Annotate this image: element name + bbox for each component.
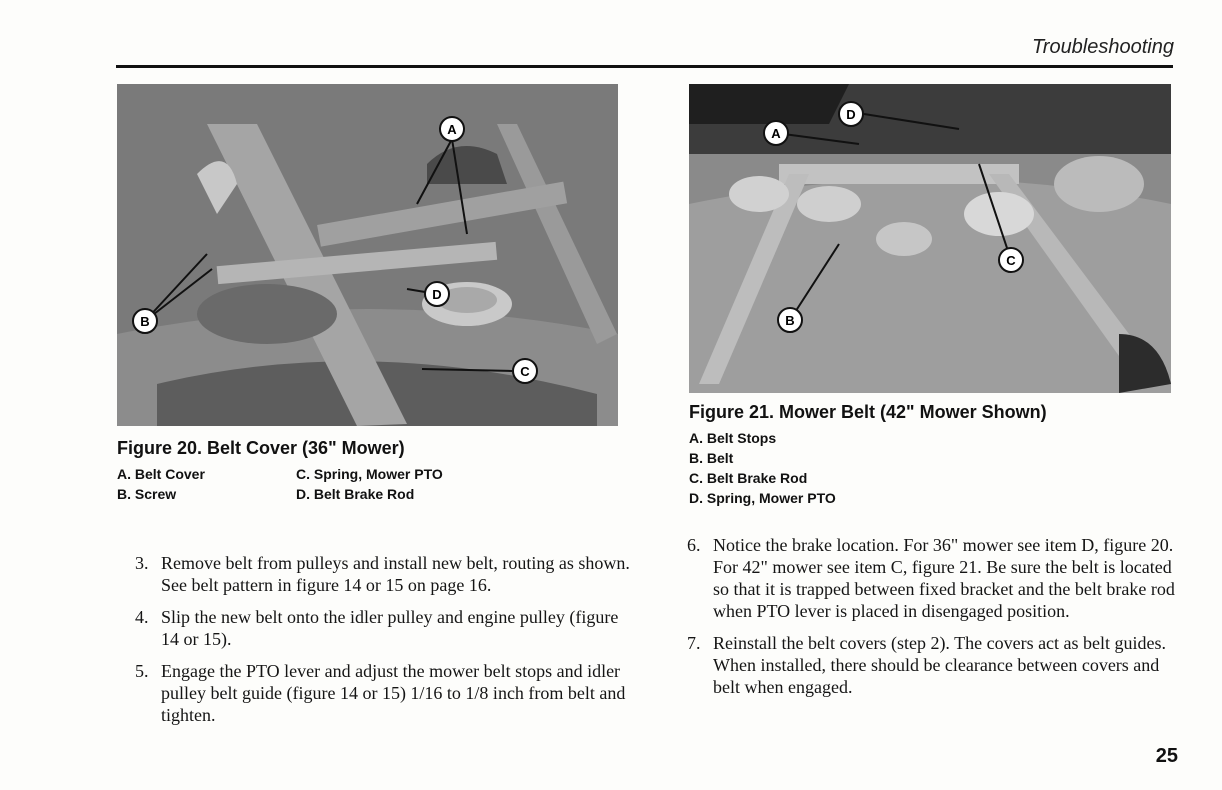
step-number: 3.: [135, 553, 149, 573]
figure-20-photo: [117, 84, 618, 426]
callout-d-marker: [839, 102, 863, 126]
step-text: Remove belt from pulleys and install new belt, routing as shown. See belt pattern in figure 14 or 15 on page 16.: [161, 553, 630, 595]
callout-d-marker: [425, 282, 449, 306]
figure-21-legend: [689, 428, 836, 508]
legend-item: B. Screw: [117, 486, 177, 502]
step-number: 7.: [687, 633, 701, 653]
legend-item: B. Belt: [689, 450, 734, 466]
steps-list-right: [687, 534, 1177, 708]
callout-c-marker: [513, 359, 537, 383]
step-number: 4.: [135, 607, 149, 627]
step-item: [135, 660, 635, 726]
page-number: 25: [1155, 745, 1178, 767]
step-text: Notice the brake location. For 36" mower see item D, figure 20. For 42" mower see item C, figure 21. Be sure the belt is located so that it is trapped between fixed bracket and the belt brake rod when PTO lever is placed in disengaged position.: [713, 535, 1175, 621]
callout-c-label: C: [520, 364, 530, 379]
steps-list-left: [135, 552, 635, 736]
figure-21-photo: [689, 84, 1171, 393]
step-number: 5.: [135, 661, 149, 681]
legend-item: C. Spring, Mower PTO: [296, 466, 443, 482]
callout-a-marker: [440, 117, 464, 141]
callout-a-marker: [764, 121, 788, 145]
callout-b-marker: [133, 309, 157, 333]
step-item: [135, 606, 635, 650]
callout-b-label: B: [785, 313, 795, 328]
step-text: Engage the PTO lever and adjust the mower belt stops and idler pulley belt guide (figure 14 or 15) 1/16 to 1/8 inch from belt and tighten.: [161, 661, 626, 725]
callout-b-marker: [778, 308, 802, 332]
callout-d-label: D: [432, 287, 442, 302]
header-rule: [116, 65, 1173, 68]
callout-c-marker: [999, 248, 1023, 272]
legend-item: D. Spring, Mower PTO: [689, 490, 836, 506]
step-item: [687, 534, 1177, 622]
figure-20-legend-right: [296, 464, 443, 504]
callout-d-label: D: [846, 107, 856, 122]
figure-20-title: Figure 20. Belt Cover (36" Mower): [117, 438, 405, 458]
step-number: 6.: [687, 535, 701, 555]
callout-b-label: B: [140, 314, 150, 329]
callout-a-label: A: [771, 126, 781, 141]
legend-item: A. Belt Stops: [689, 430, 777, 446]
legend-item: C. Belt Brake Rod: [689, 470, 808, 486]
legend-item: D. Belt Brake Rod: [296, 486, 415, 502]
figure-21-title: Figure 21. Mower Belt (42" Mower Shown): [689, 402, 1047, 422]
step-item: [687, 632, 1177, 698]
legend-item: A. Belt Cover: [117, 466, 205, 482]
step-text: Reinstall the belt covers (step 2). The covers act as belt guides. When installed, there should be clearance between covers and belt when engaged.: [713, 633, 1167, 697]
callout-c-label: C: [1006, 253, 1016, 268]
callout-a-label: A: [447, 122, 457, 137]
step-text: Slip the new belt onto the idler pulley and engine pulley (figure 14 or 15).: [161, 607, 619, 649]
figure-20-legend-left: [117, 464, 205, 504]
section-header: Troubleshooting: [1032, 36, 1174, 58]
step-item: [135, 552, 635, 596]
